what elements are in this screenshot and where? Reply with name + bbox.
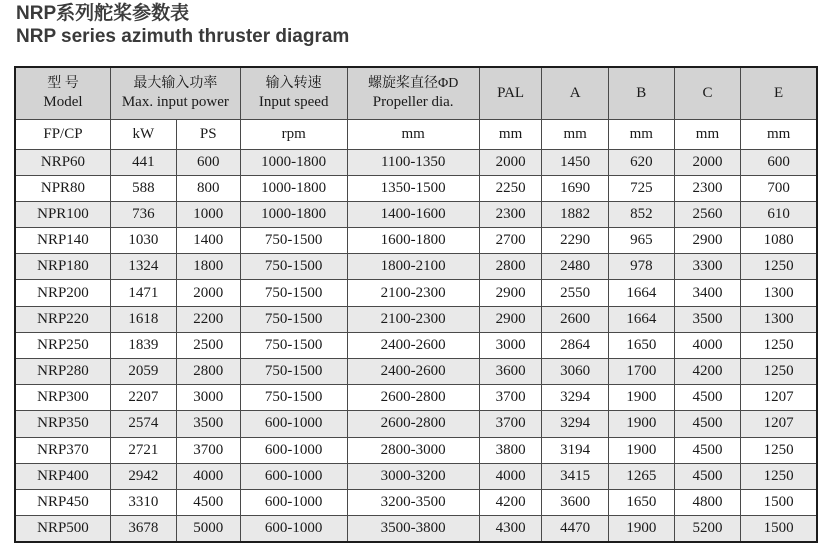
value-cell: 2000 (674, 149, 741, 175)
value-cell: 4500 (674, 463, 741, 489)
value-cell: 2200 (176, 306, 240, 332)
value-cell: 1250 (741, 332, 817, 358)
value-cell: 1500 (741, 489, 817, 515)
value-cell: 2900 (479, 280, 542, 306)
value-cell: 4500 (674, 437, 741, 463)
model-cell: NRP140 (15, 228, 110, 254)
value-cell: 1100-1350 (347, 149, 479, 175)
value-cell: 2400-2600 (347, 359, 479, 385)
table-row (15, 489, 817, 515)
model-cell: NRP200 (15, 280, 110, 306)
value-cell: 1250 (741, 254, 817, 280)
value-cell: 2600-2800 (347, 385, 479, 411)
value-cell: 1900 (608, 411, 674, 437)
value-cell: 1690 (542, 175, 609, 201)
table-row (15, 280, 817, 306)
col-header-input-speed (240, 67, 347, 119)
value-cell: 1800 (176, 254, 240, 280)
value-cell: 1400 (176, 228, 240, 254)
value-cell: 3600 (542, 489, 609, 515)
value-cell: 4500 (674, 411, 741, 437)
value-cell: 3500 (176, 411, 240, 437)
value-cell: 5200 (674, 516, 741, 542)
value-cell: 600-1000 (240, 411, 347, 437)
value-cell: 4200 (674, 359, 741, 385)
value-cell: 1650 (608, 332, 674, 358)
value-cell: 4800 (674, 489, 741, 515)
value-cell: 2550 (542, 280, 609, 306)
col-header-pal: PAL (479, 67, 542, 119)
value-cell: 3700 (479, 411, 542, 437)
value-cell: 1650 (608, 489, 674, 515)
value-cell: 1324 (110, 254, 176, 280)
model-cell: NRP220 (15, 306, 110, 332)
value-cell: 2560 (674, 201, 741, 227)
value-cell: 1839 (110, 332, 176, 358)
model-cell: NRP400 (15, 463, 110, 489)
value-cell: 1664 (608, 280, 674, 306)
value-cell: 1000-1800 (240, 201, 347, 227)
value-cell: 1618 (110, 306, 176, 332)
thruster-spec-table (14, 66, 818, 543)
value-cell: 600 (741, 149, 817, 175)
units-cell-b: mm (608, 119, 674, 149)
value-cell: 1350-1500 (347, 175, 479, 201)
value-cell: 965 (608, 228, 674, 254)
value-cell: 600-1000 (240, 437, 347, 463)
col-header-power-en: Max. input power (121, 94, 229, 111)
model-cell: NRP60 (15, 149, 110, 175)
value-cell: 2059 (110, 359, 176, 385)
value-cell: 725 (608, 175, 674, 201)
col-header-model-en: Model (43, 94, 83, 111)
value-cell: 1265 (608, 463, 674, 489)
col-header-max-input-power (110, 67, 240, 119)
col-header-a: A (542, 67, 609, 119)
table-row (15, 254, 817, 280)
value-cell: 750-1500 (240, 228, 347, 254)
value-cell: 1900 (608, 385, 674, 411)
value-cell: 4200 (479, 489, 542, 515)
value-cell: 1800-2100 (347, 254, 479, 280)
value-cell: 1000-1800 (240, 175, 347, 201)
value-cell: 750-1500 (240, 359, 347, 385)
value-cell: 3300 (674, 254, 741, 280)
value-cell: 1664 (608, 306, 674, 332)
value-cell: 620 (608, 149, 674, 175)
value-cell: 3415 (542, 463, 609, 489)
model-cell: NRP280 (15, 359, 110, 385)
col-header-propeller-dia (347, 67, 479, 119)
value-cell: 3800 (479, 437, 542, 463)
value-cell: 3600 (479, 359, 542, 385)
table-row (15, 359, 817, 385)
value-cell: 2800 (176, 359, 240, 385)
value-cell: 978 (608, 254, 674, 280)
units-cell-e: mm (741, 119, 817, 149)
value-cell: 3060 (542, 359, 609, 385)
value-cell: 1300 (741, 280, 817, 306)
value-cell: 1250 (741, 359, 817, 385)
value-cell: 2000 (176, 280, 240, 306)
value-cell: 1471 (110, 280, 176, 306)
value-cell: 3310 (110, 489, 176, 515)
value-cell: 2600 (542, 306, 609, 332)
units-cell-a: mm (542, 119, 609, 149)
value-cell: 750-1500 (240, 385, 347, 411)
value-cell: 2700 (479, 228, 542, 254)
col-header-model-zh: 型 号 (47, 76, 79, 92)
value-cell: 3400 (674, 280, 741, 306)
value-cell: 2900 (674, 228, 741, 254)
value-cell: 2000 (479, 149, 542, 175)
units-cell-rpm: rpm (240, 119, 347, 149)
value-cell: 2290 (542, 228, 609, 254)
value-cell: 2800-3000 (347, 437, 479, 463)
value-cell: 2900 (479, 306, 542, 332)
value-cell: 4000 (674, 332, 741, 358)
value-cell: 1000-1800 (240, 149, 347, 175)
model-cell: NRP300 (15, 385, 110, 411)
value-cell: 2300 (479, 201, 542, 227)
value-cell: 3000 (479, 332, 542, 358)
value-cell: 2600-2800 (347, 411, 479, 437)
value-cell: 852 (608, 201, 674, 227)
value-cell: 800 (176, 175, 240, 201)
units-cell-c: mm (674, 119, 741, 149)
table-row (15, 149, 817, 175)
value-cell: 2500 (176, 332, 240, 358)
col-header-speed-en: Input speed (258, 94, 329, 111)
value-cell: 3500-3800 (347, 516, 479, 542)
units-cell-kw: kW (110, 119, 176, 149)
col-header-e: E (741, 67, 817, 119)
value-cell: 750-1500 (240, 332, 347, 358)
value-cell: 1400-1600 (347, 201, 479, 227)
value-cell: 3200-3500 (347, 489, 479, 515)
value-cell: 2250 (479, 175, 542, 201)
value-cell: 1030 (110, 228, 176, 254)
value-cell: 1900 (608, 516, 674, 542)
table-units-row (15, 119, 817, 149)
value-cell: 4300 (479, 516, 542, 542)
value-cell: 1500 (741, 516, 817, 542)
model-cell: NRP180 (15, 254, 110, 280)
value-cell: 1080 (741, 228, 817, 254)
value-cell: 4500 (674, 385, 741, 411)
value-cell: 3500 (674, 306, 741, 332)
value-cell: 1250 (741, 463, 817, 489)
model-cell: NRP350 (15, 411, 110, 437)
value-cell: 3000-3200 (347, 463, 479, 489)
value-cell: 2100-2300 (347, 280, 479, 306)
value-cell: 3678 (110, 516, 176, 542)
col-header-b: B (608, 67, 674, 119)
value-cell: 4000 (176, 463, 240, 489)
value-cell: 610 (741, 201, 817, 227)
units-cell-model: FP/CP (15, 119, 110, 149)
model-cell: NRP500 (15, 516, 110, 542)
col-header-power-zh: 最大输入功率 (133, 76, 218, 92)
page-title (16, 2, 349, 48)
value-cell: 1000 (176, 201, 240, 227)
value-cell: 750-1500 (240, 306, 347, 332)
table-row (15, 201, 817, 227)
value-cell: 5000 (176, 516, 240, 542)
value-cell: 1900 (608, 437, 674, 463)
value-cell: 1207 (741, 411, 817, 437)
model-cell: NRP250 (15, 332, 110, 358)
table-body (15, 149, 817, 542)
value-cell: 2574 (110, 411, 176, 437)
value-cell: 2864 (542, 332, 609, 358)
value-cell: 4470 (542, 516, 609, 542)
value-cell: 600-1000 (240, 489, 347, 515)
table-row (15, 385, 817, 411)
units-cell-ps: PS (176, 119, 240, 149)
value-cell: 1450 (542, 149, 609, 175)
table-row (15, 411, 817, 437)
value-cell: 3294 (542, 385, 609, 411)
model-cell: NRP450 (15, 489, 110, 515)
value-cell: 3000 (176, 385, 240, 411)
col-header-model (15, 67, 110, 119)
model-cell: NPR100 (15, 201, 110, 227)
table-row (15, 175, 817, 201)
page-title-zh: NRP系列舵桨参数表 (16, 3, 190, 24)
units-cell-pal: mm (479, 119, 542, 149)
value-cell: 4500 (176, 489, 240, 515)
page-title-en: NRP series azimuth thruster diagram (16, 26, 350, 47)
value-cell: 2300 (674, 175, 741, 201)
table-row (15, 463, 817, 489)
value-cell: 1207 (741, 385, 817, 411)
value-cell: 600-1000 (240, 516, 347, 542)
value-cell: 3194 (542, 437, 609, 463)
value-cell: 2100-2300 (347, 306, 479, 332)
value-cell: 750-1500 (240, 254, 347, 280)
table-row (15, 306, 817, 332)
model-cell: NRP370 (15, 437, 110, 463)
value-cell: 3700 (479, 385, 542, 411)
value-cell: 3294 (542, 411, 609, 437)
value-cell: 1882 (542, 201, 609, 227)
table-row (15, 228, 817, 254)
value-cell: 2400-2600 (347, 332, 479, 358)
value-cell: 750-1500 (240, 280, 347, 306)
units-cell-dia: mm (347, 119, 479, 149)
table-header-row (15, 67, 817, 119)
col-header-dia-en: Propeller dia. (372, 94, 454, 111)
value-cell: 600-1000 (240, 463, 347, 489)
model-cell: NPR80 (15, 175, 110, 201)
value-cell: 1700 (608, 359, 674, 385)
value-cell: 2480 (542, 254, 609, 280)
value-cell: 2721 (110, 437, 176, 463)
value-cell: 700 (741, 175, 817, 201)
value-cell: 2207 (110, 385, 176, 411)
value-cell: 4000 (479, 463, 542, 489)
value-cell: 2800 (479, 254, 542, 280)
value-cell: 736 (110, 201, 176, 227)
table-row (15, 437, 817, 463)
value-cell: 2942 (110, 463, 176, 489)
value-cell: 600 (176, 149, 240, 175)
table-row (15, 516, 817, 542)
col-header-speed-zh: 输入转速 (265, 76, 322, 92)
value-cell: 1300 (741, 306, 817, 332)
table-row (15, 332, 817, 358)
value-cell: 3700 (176, 437, 240, 463)
value-cell: 441 (110, 149, 176, 175)
value-cell: 1250 (741, 437, 817, 463)
col-header-dia-zh: 螺旋桨直径ΦD (367, 76, 459, 92)
col-header-c: C (674, 67, 741, 119)
value-cell: 1600-1800 (347, 228, 479, 254)
value-cell: 588 (110, 175, 176, 201)
